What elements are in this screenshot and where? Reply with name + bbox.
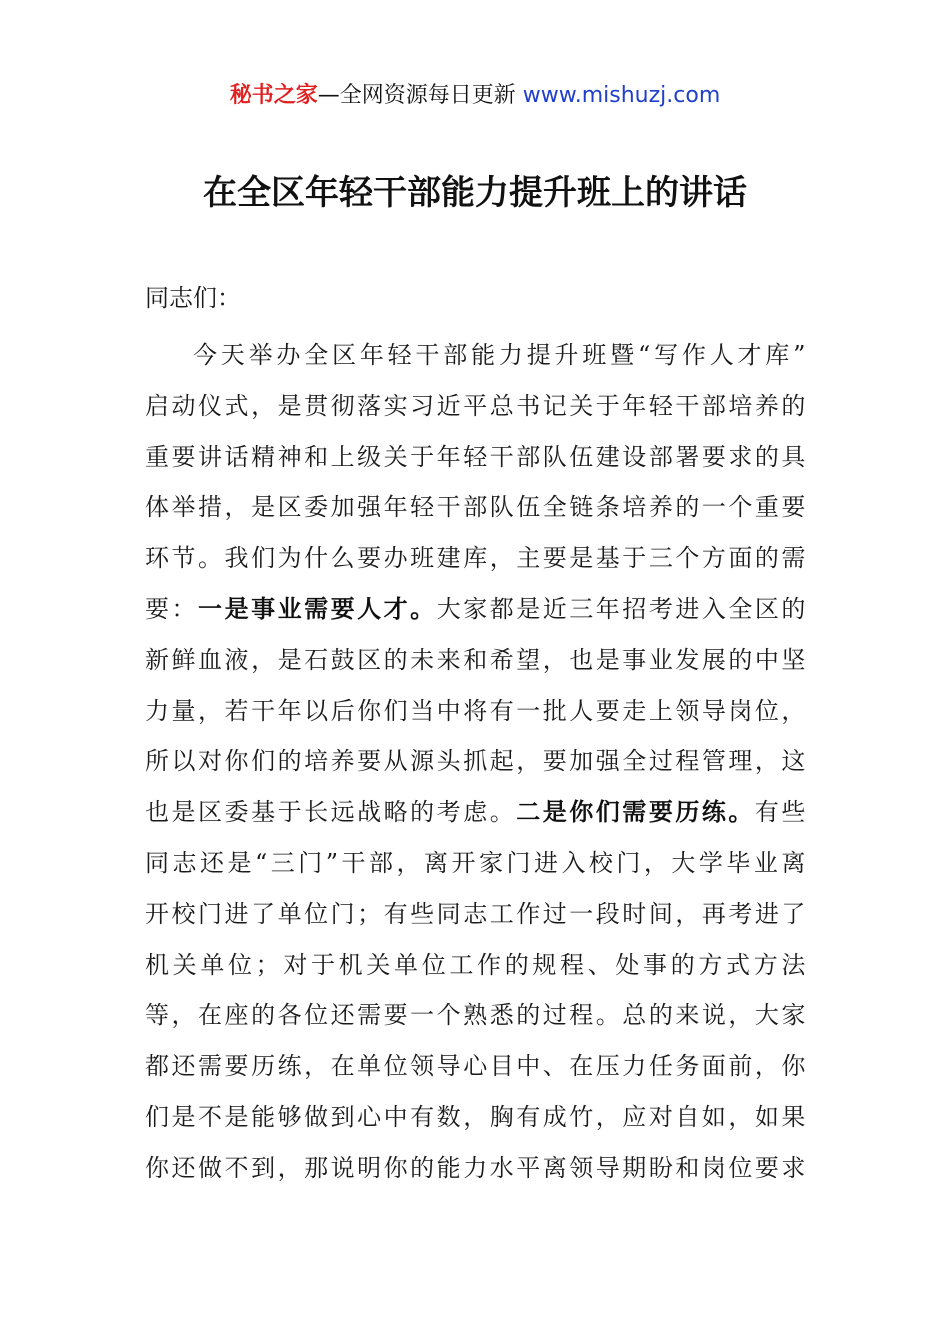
body-text: 所以对你们的培养要从源头抓起，要加强全过程管理，这 (145, 747, 806, 776)
body-text: 机关单位；对于机关单位工作的规程、处事的方式方法 (145, 950, 806, 979)
body-text: 今天举办全区年轻干部能力提升班暨“写作人才库” (193, 341, 806, 369)
body-line (145, 990, 806, 1041)
body-text: 也是区委基于长远战略的考虑。 (145, 798, 517, 827)
emphasis-text: 二是你们需要历练。 (516, 797, 755, 827)
body-text: 开校门进了单位门；有些同志工作过一段时间，再考进了 (145, 899, 806, 928)
body-text: 等，在座的各位还需要一个熟悉的过程。总的来说，大家 (145, 1001, 806, 1030)
body-text: 大家都是近三年招考进入全区的 (436, 594, 807, 623)
body-line (145, 533, 806, 584)
body-text: 有些 (754, 798, 807, 827)
body-line (145, 1041, 806, 1092)
body-line (145, 635, 806, 686)
body-line (145, 1143, 806, 1194)
body-line (145, 1092, 806, 1143)
body-text: 启动仪式，是贯彻落实习近平总书记关于年轻干部培养的 (145, 391, 806, 420)
body-line (145, 686, 806, 737)
body-text: 环节。我们为什么要办班建库，主要是基于三个方面的需 (145, 544, 806, 573)
document-body (145, 330, 806, 1194)
body-text: 同志还是“三门”干部，离开家门进入校门，大学毕业离 (145, 848, 806, 877)
body-text: 重要讲话精神和上级关于年轻干部队伍建设部署要求的具 (145, 442, 806, 471)
emphasis-text: 一是事业需要人才。 (198, 593, 437, 623)
header-tagline: —全网资源每日更新 (317, 83, 516, 108)
body-line (145, 889, 806, 940)
body-line (145, 940, 806, 991)
body-text: 你还做不到，那说明你的能力水平离领导期盼和岗位要求 (145, 1153, 806, 1182)
body-text: 要： (145, 594, 199, 623)
salutation: 同志们： (145, 284, 241, 312)
body-line (145, 381, 806, 432)
body-line (145, 838, 806, 889)
body-text: 力量，若干年以后你们当中将有一批人要走上领导岗位， (145, 696, 806, 725)
body-text: 新鲜血液，是石鼓区的未来和希望，也是事业发展的中坚 (145, 645, 806, 674)
body-line (145, 736, 806, 787)
body-text: 们是不是能够做到心中有数，胸有成竹，应对自如，如果 (145, 1102, 806, 1131)
header-brand: 秘书之家 (229, 83, 318, 108)
body-text: 体举措，是区委加强年轻干部队伍全链条培养的一个重要 (145, 493, 806, 522)
body-line (145, 787, 806, 838)
body-line (145, 584, 806, 635)
site-header (0, 80, 950, 112)
body-line (145, 330, 806, 381)
document-title: 在全区年轻干部能力提升班上的讲话 (203, 173, 747, 213)
body-line (145, 432, 806, 483)
body-line (145, 482, 806, 533)
header-site-url: www.mishuzj.com (522, 83, 721, 108)
body-text: 都还需要历练，在单位领导心目中、在压力任务面前，你 (145, 1052, 806, 1081)
